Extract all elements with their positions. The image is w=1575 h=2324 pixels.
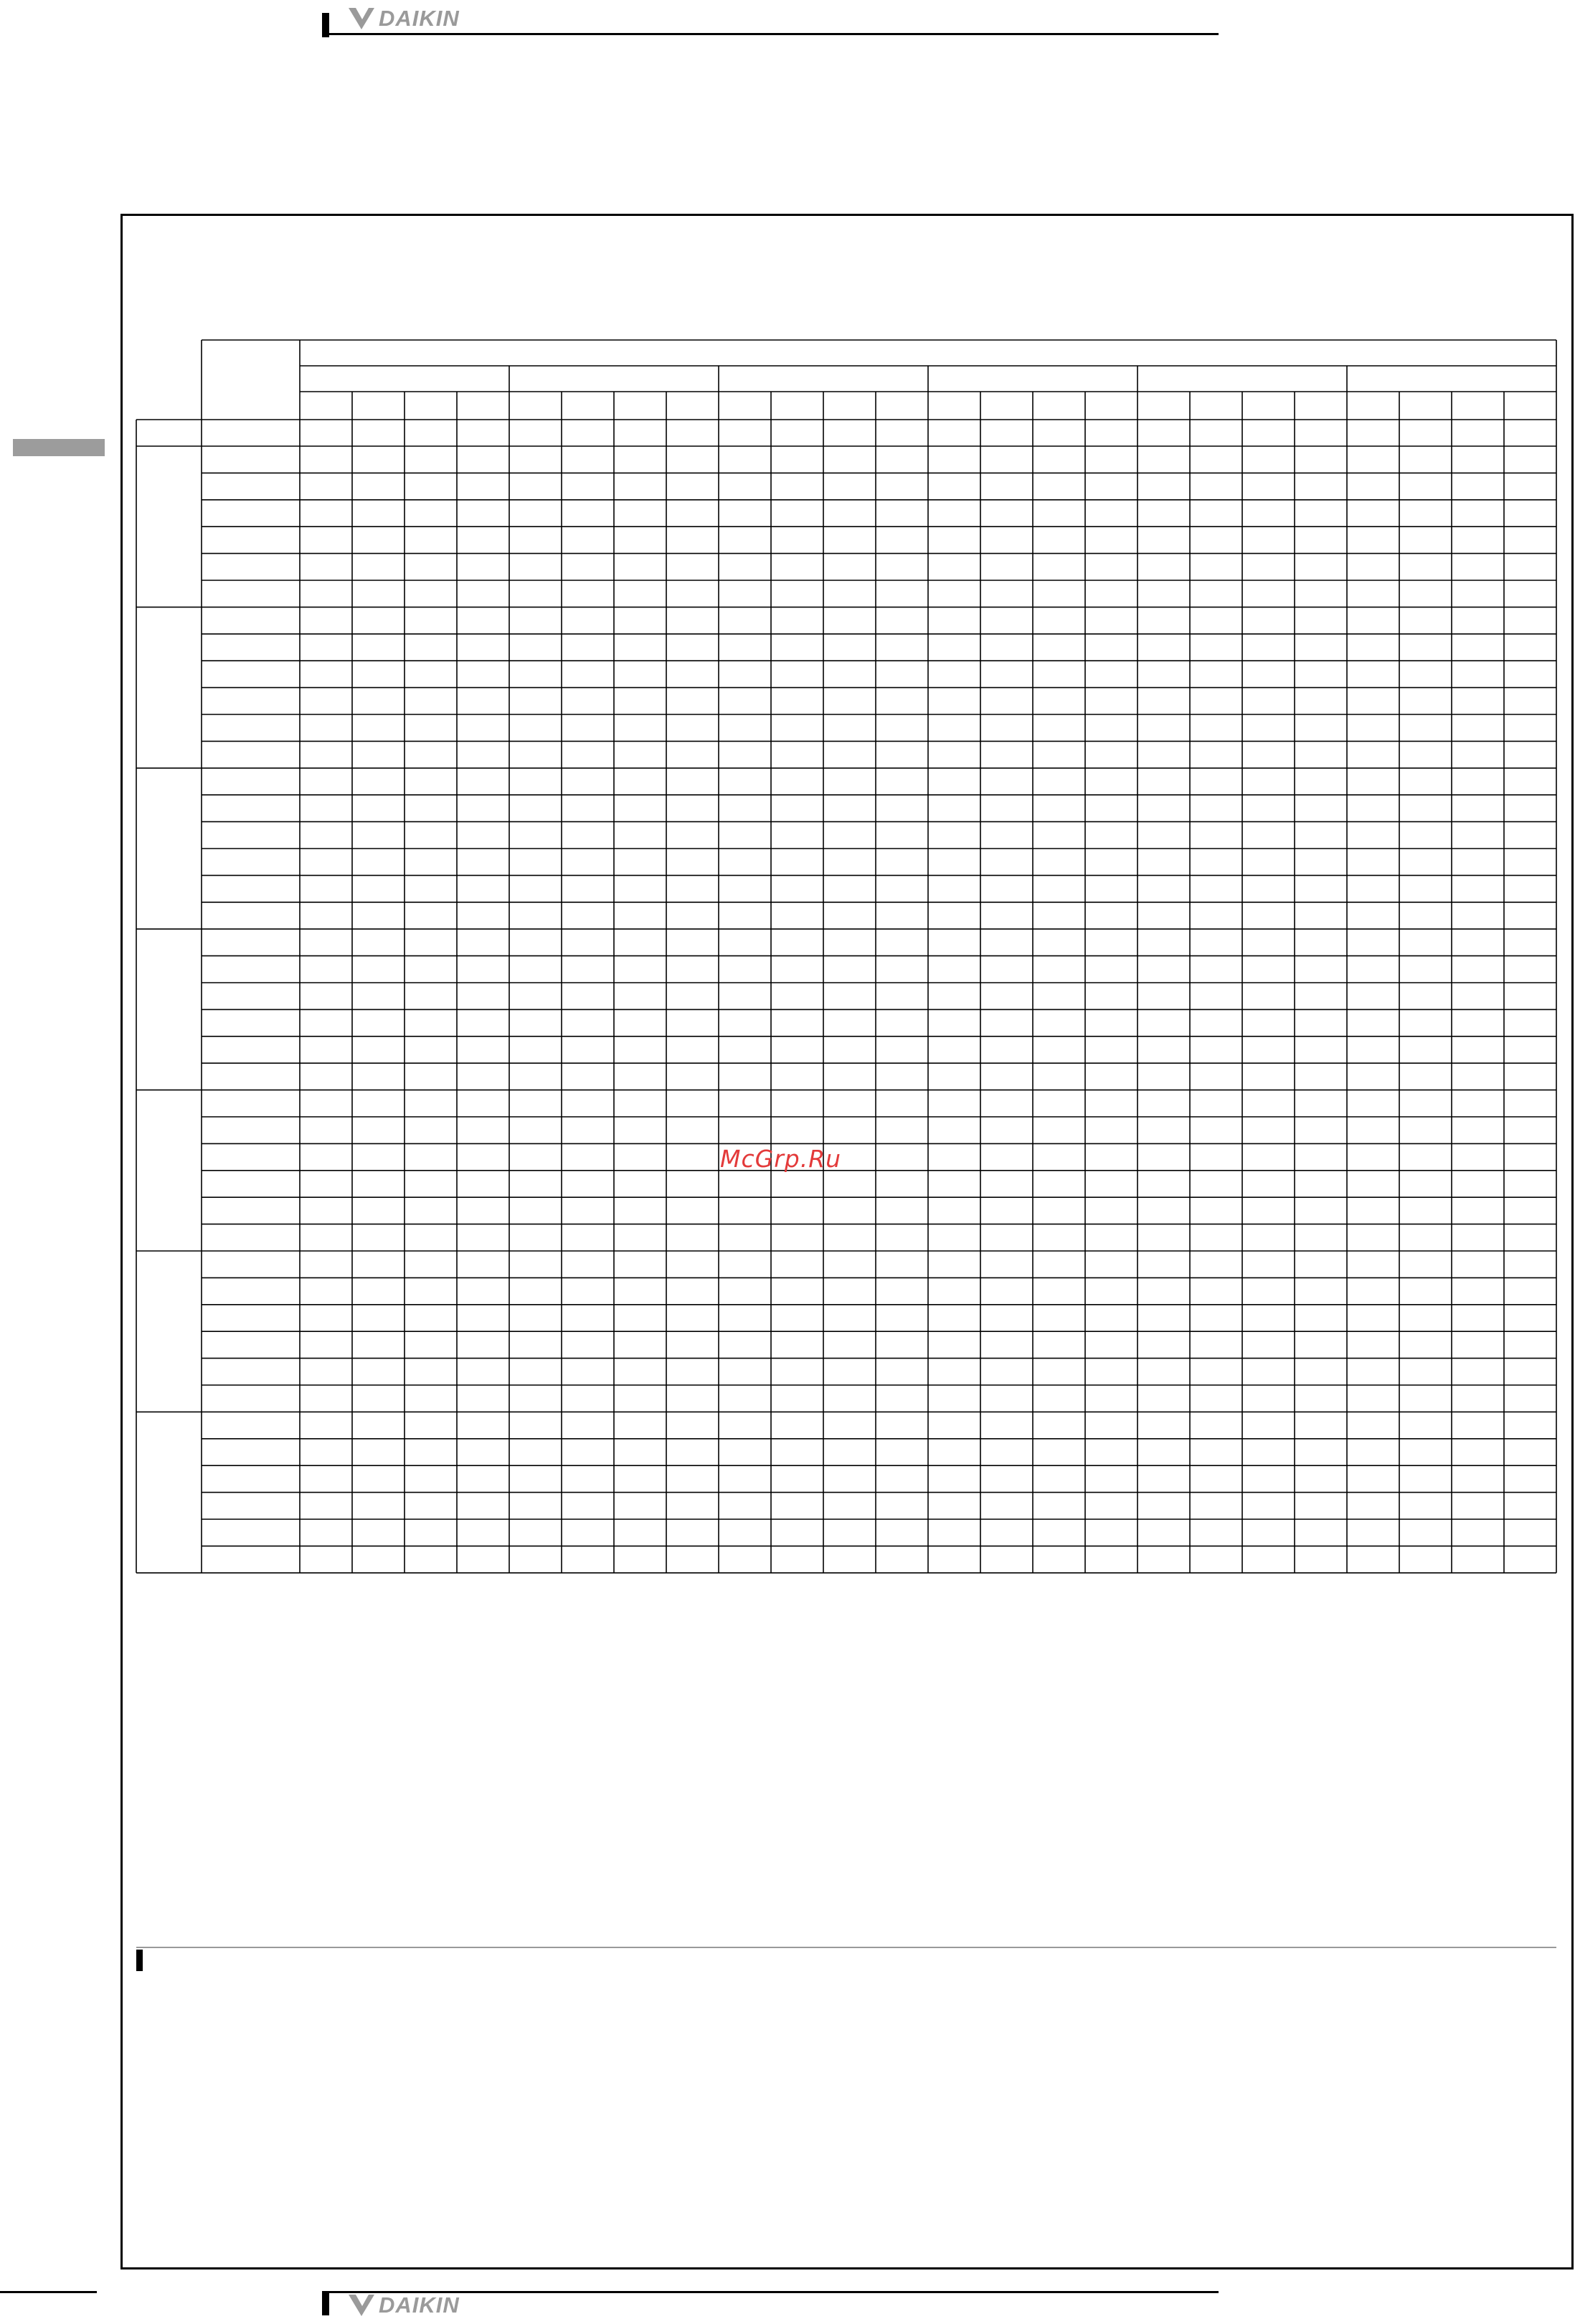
header-brand-name: DAIKIN bbox=[379, 6, 460, 31]
footer-brand-name: DAIKIN bbox=[379, 2292, 460, 2318]
footer-marker bbox=[322, 2291, 329, 2315]
watermark: McGrp.Ru bbox=[720, 1145, 842, 1173]
notes-marker bbox=[136, 1950, 143, 1971]
notes-divider bbox=[136, 1947, 1556, 1948]
daikin-triangle-icon bbox=[347, 2293, 376, 2318]
footer-logo bbox=[347, 2292, 460, 2318]
footer-left-rule bbox=[0, 2291, 97, 2293]
